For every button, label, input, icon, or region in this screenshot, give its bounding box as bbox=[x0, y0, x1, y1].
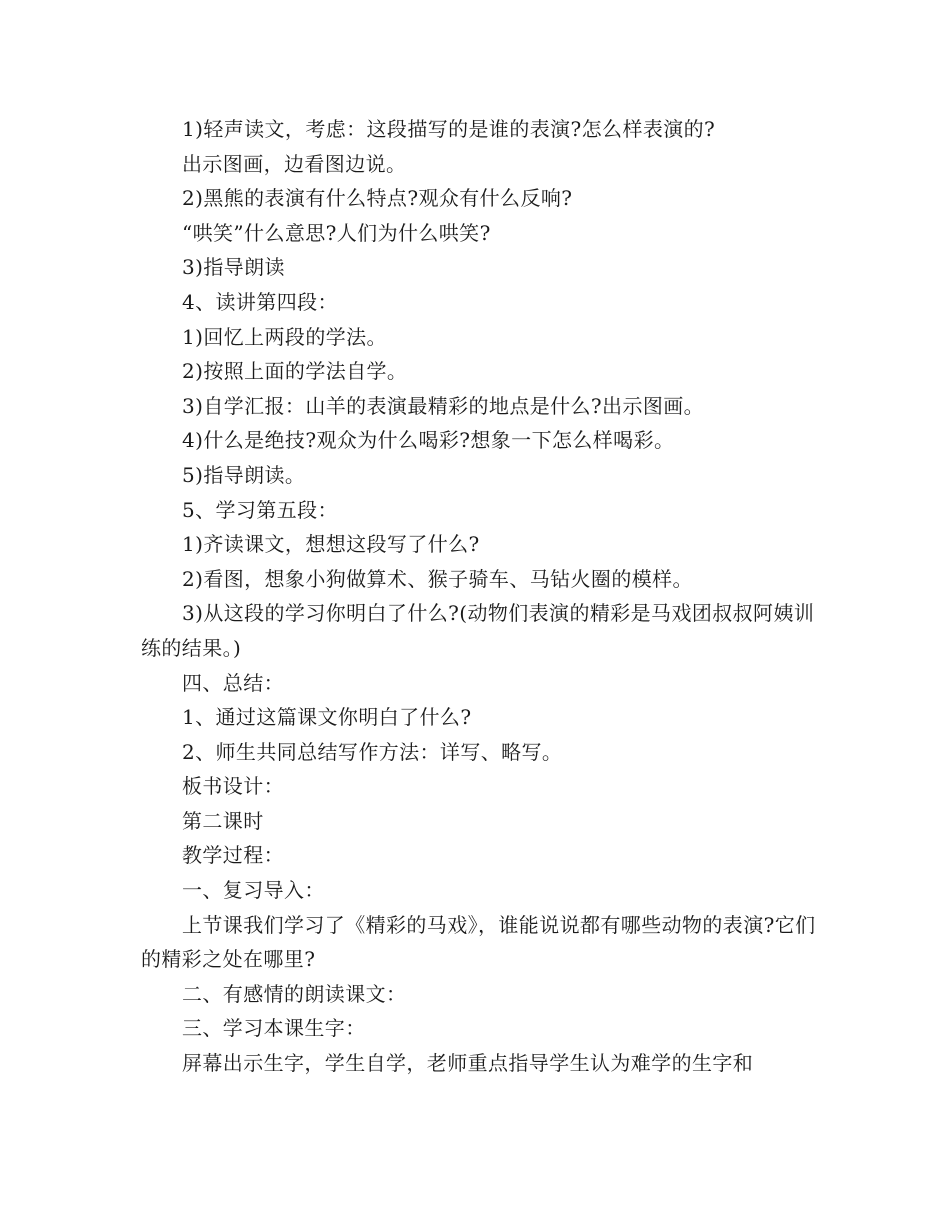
paragraph: 2)黑熊的表演有什么特点?观众有什么反响? bbox=[182, 186, 573, 211]
paragraph: 二、有感情的朗读课文： bbox=[182, 981, 407, 1006]
paragraph: 1)齐读课文，想想这段写了什么? bbox=[182, 532, 480, 557]
paragraph: 三、学习本课生字： bbox=[182, 1016, 366, 1041]
paragraph: 5)指导朗读。 bbox=[182, 462, 306, 487]
paragraph: 1)回忆上两段的学法。 bbox=[182, 324, 387, 349]
paragraph: 3)从这段的学习你明白了什么?(动物们表演的精彩是马戏团叔叔阿姨训练的结果。) bbox=[141, 601, 815, 660]
paragraph: “哄笑”什么意思?人们为什么哄笑? bbox=[182, 220, 491, 245]
paragraph: 4)什么是绝技?观众为什么喝彩?想象一下怎么样喝彩。 bbox=[182, 428, 675, 453]
paragraph: 2、师生共同总结写作方法：详写、略写。 bbox=[182, 739, 563, 764]
paragraph: 一、复习导入： bbox=[182, 878, 325, 903]
paragraph: 1、通过这篇课文你明白了什么? bbox=[182, 705, 472, 730]
paragraph: 2)看图，想象小狗做算术、猴子骑车、马钻火圈的模样。 bbox=[182, 566, 693, 591]
paragraph: 4、读讲第四段： bbox=[182, 289, 338, 314]
paragraph: 屏幕出示生字，学生自学，老师重点指导学生认为难学的生字和 bbox=[182, 1051, 754, 1076]
paragraph: 教学过程： bbox=[182, 843, 284, 868]
paragraph: 1)轻声读文，考虑：这段描写的是谁的表演?怎么样表演的? bbox=[182, 117, 716, 141]
document-body bbox=[141, 112, 821, 1081]
paragraph: 2)按照上面的学法自学。 bbox=[182, 359, 408, 384]
paragraph: 出示图画，边看图边说。 bbox=[182, 151, 407, 176]
paragraph: 第二课时 bbox=[182, 808, 264, 833]
paragraph: 5、学习第五段： bbox=[182, 497, 338, 522]
paragraph: 板书设计： bbox=[182, 774, 284, 799]
paragraph: 3)指导朗读 bbox=[182, 255, 285, 280]
paragraph: 上节课我们学习了《精彩的马戏》，谁能说说都有哪些动物的表演?它们的精彩之处在哪里? bbox=[141, 912, 816, 972]
paragraph: 四、总结： bbox=[182, 670, 284, 695]
paragraph: 3)自学汇报：山羊的表演最精彩的地点是什么?出示图画。 bbox=[182, 393, 705, 418]
